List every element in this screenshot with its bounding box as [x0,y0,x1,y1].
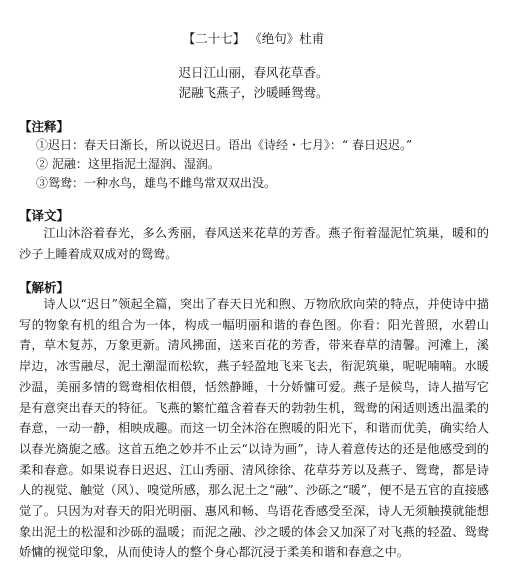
poem-title: 【二十七】 《绝句》杜甫 [182,31,325,46]
note-item-1: ①迟日：春天日渐长，所以说迟日。语出《诗经・七月》：“ 春日迟迟。” [36,138,413,152]
analysis-text: 诗人以“迟日”领起全篇，突出了春天日光和煦、万物欣欣向荣的特点，并使诗中描写的物象有机的组合为一体，构成一幅明丽和谐的春色图。你看：阳光普照，水碧山青，草木复苏，万象更新。清风拂面，送来百花的芳香，带来春草的清馨。河滩上，溪岸边，冰雪融尽，泥土潮湿而松软，燕子轻盈地飞来飞去，衔泥筑巢，呢呢喃喃。水暖沙温，美丽多情的鸳鸯相依相偎，恬然静睡，十分娇慵可爱。燕子是候鸟，诗人描写它是有意突出春天的特征。飞燕的繁忙蕴含着春天的勃勃生机，鸳鸯的闲适则透出温柔的春意，一动一静，相映成趣。而这一切全沐浴在煦暖的阳光下，和谐而优美，确实给人以春光旖旎之感。这首五绝之妙并不止云“以诗为画”，诗人着意传达的还是他感受到的柔和春意。如果说春日迟迟、江山秀丽、清风徐徐、花草芬芳以及燕子、鸳鸯，都是诗人的视觉、触觉（风）、嗅觉所感，那么泥土之“融”、沙砾之“暖”，便不是五官的直接感觉了。只因为对春天的阳光明丽、惠风和畅、鸟语花香感受至深，诗人无须触摸就能想象出泥土的松湿和沙砾的温暖；而泥之融、沙之暖的体会又加深了对飞燕的轻盈、鸳鸯娇慵的视觉印象，从而使诗人的整个身心都沉浸于柔美和谐和春意之中。 [19,297,489,560]
notes-heading: 【注释】 [19,119,70,134]
note-item-3: ③鸳鸯：一种水鸟，雄鸟不雌鸟常双双出没。 [36,176,277,190]
analysis-heading: 【解析】 [19,280,70,295]
translation-heading: 【译文】 [19,208,70,223]
note-item-2: ② 泥融：这里指泥土湿润、湿润。 [36,157,220,171]
translation-text: 江山沐浴着春光，多么秀丽，春风送来花草的芳香。燕子衔着湿泥忙筑巢，暖和的沙子上睡着成双成对的鸳鸯。 [19,226,489,261]
poem-line-1: 迟日江山丽，春风花草香。 [178,65,329,80]
poem-line-2: 泥融飞燕子，沙暖睡鸳鸯。 [178,85,329,100]
